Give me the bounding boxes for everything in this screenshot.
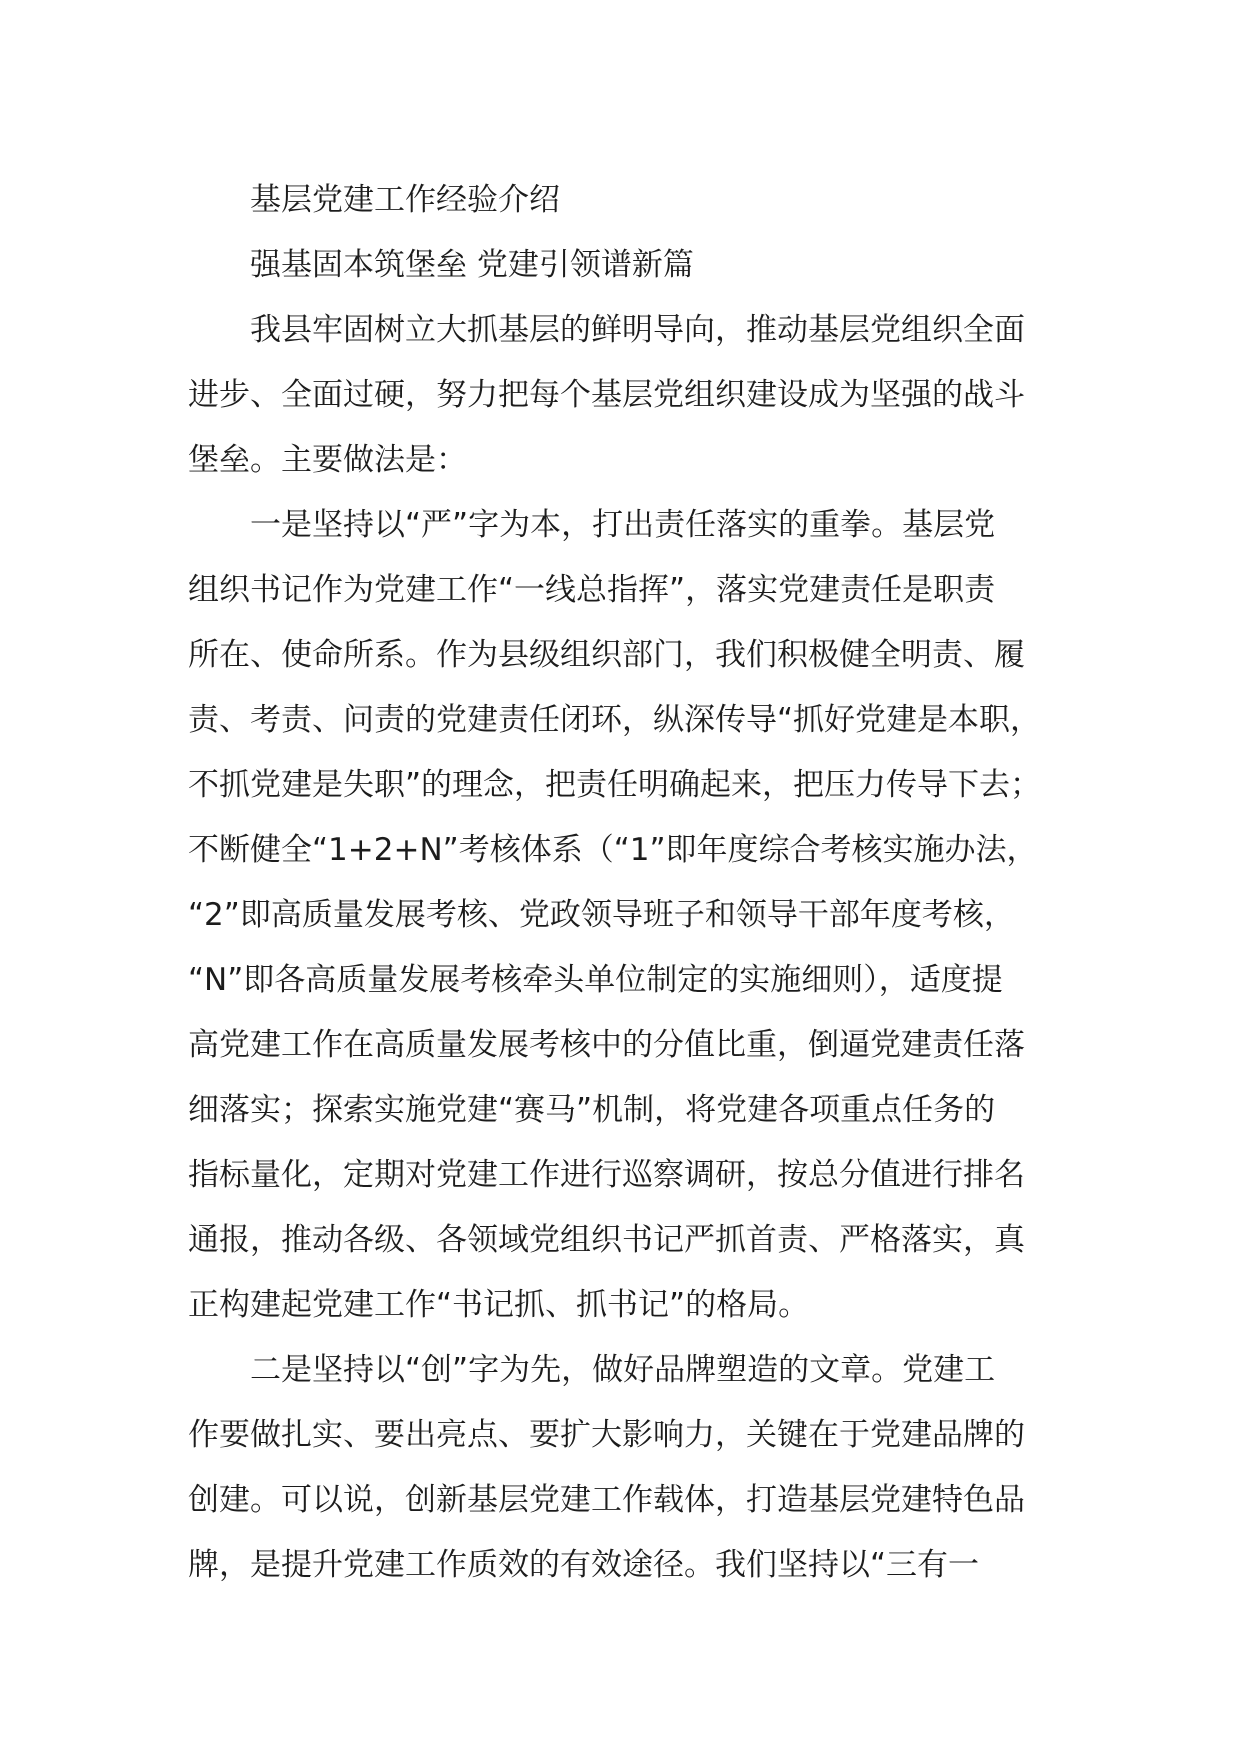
paragraph-line: 堡垒。主要做法是： bbox=[188, 442, 467, 478]
paragraph-line: 一是坚持以“严”字为本，打出责任落实的重拳。基层党 bbox=[250, 507, 996, 543]
paragraph-section-one bbox=[188, 493, 1070, 1338]
paragraph-section-two bbox=[188, 1338, 1070, 1598]
paragraph-line: 所在、使命所系。作为县级组织部门，我们积极健全明责、履 bbox=[188, 637, 1025, 673]
paragraph-line: 高党建工作在高质量发展考核中的分值比重，倒逼党建责任落 bbox=[188, 1027, 1025, 1063]
paragraph-intro bbox=[188, 298, 1070, 493]
document-title: 基层党建工作经验介绍 bbox=[250, 182, 560, 218]
paragraph-line: 二是坚持以“创”字为先，做好品牌塑造的文章。党建工 bbox=[250, 1352, 996, 1388]
paragraph-line: “2”即高质量发展考核、党政领导班子和领导干部年度考核， bbox=[188, 897, 1015, 933]
paragraph-line: “N”即各高质量发展考核牵头单位制定的实施细则），适度提 bbox=[188, 962, 1003, 998]
paragraph-line: 创建。可以说，创新基层党建工作载体，打造基层党建特色品 bbox=[188, 1482, 1025, 1518]
paragraph-line: 组织书记作为党建工作“一线总指挥”，落实党建责任是职责 bbox=[188, 572, 996, 608]
paragraph-line: 通报，推动各级、各领域党组织书记严抓首责、严格落实，真 bbox=[188, 1222, 1025, 1258]
paragraph-line: 正构建起党建工作“书记抓、抓书记”的格局。 bbox=[188, 1287, 810, 1323]
document-body bbox=[188, 168, 1070, 1598]
paragraph-line: 指标量化，定期对党建工作进行巡察调研，按总分值进行排名 bbox=[188, 1157, 1025, 1193]
paragraph-line: 不抓党建是失职”的理念，把责任明确起来，把压力传导下去； bbox=[188, 767, 1042, 803]
paragraph-line: 细落实；探索实施党建“赛马”机制，将党建各项重点任务的 bbox=[188, 1092, 996, 1128]
paragraph-line: 我县牢固树立大抓基层的鲜明导向，推动基层党组织全面 bbox=[250, 312, 1025, 348]
paragraph-line: 作要做扎实、要出亮点、要扩大影响力，关键在于党建品牌的 bbox=[188, 1417, 1025, 1453]
paragraph-line: 责、考责、问责的党建责任闭环，纵深传导“抓好党建是本职， bbox=[188, 702, 1042, 738]
paragraph-line: 进步、全面过硬，努力把每个基层党组织建设成为坚强的战斗 bbox=[188, 377, 1025, 413]
paragraph-line: 不断健全“1+2+N”考核体系（“1”即年度综合考核实施办法， bbox=[188, 832, 1038, 868]
document-subtitle: 强基固本筑堡垒 党建引领谱新篇 bbox=[250, 247, 694, 283]
paragraph-line: 牌，是提升党建工作质效的有效途径。我们坚持以“三有一 bbox=[188, 1547, 980, 1583]
